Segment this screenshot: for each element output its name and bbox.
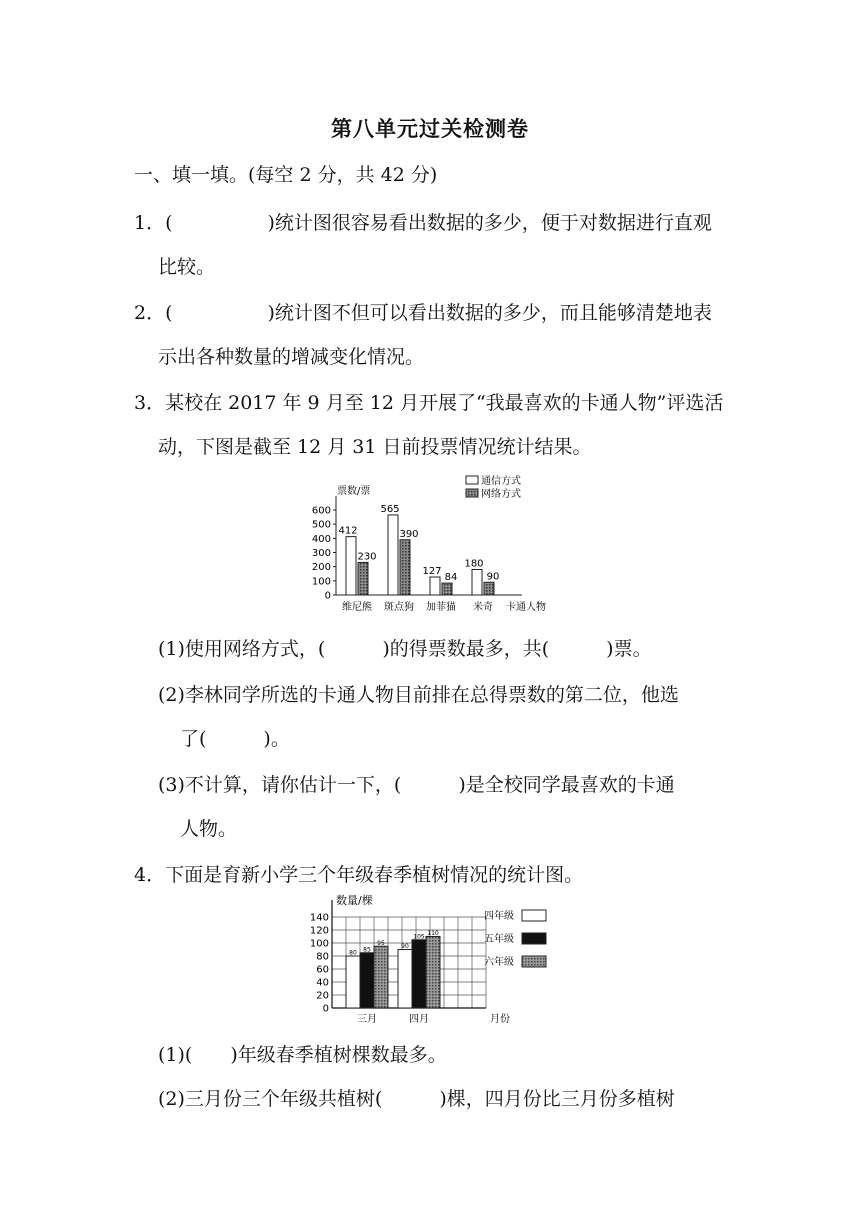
question-1-line-1: 1．( )统计图很容易看出数据的多少，便于对数据进行直观 [134,212,712,234]
x-tick-label: 米奇 [473,602,493,613]
legend-label: 六年级 [484,957,514,968]
question-3-sub-2-line-1: (2)李林同学所选的卡通人物目前排在总得票数的第二位，他选 [158,684,679,706]
data-label: 127 [422,566,442,578]
legend-label: 网络方式 [481,489,521,500]
bar [358,562,368,595]
y-axis-label: 数量/棵 [336,894,373,907]
y-tick-label: 0 [322,1003,329,1015]
bar [472,570,482,596]
y-tick-label: 0 [324,590,331,602]
legend-label: 五年级 [484,934,514,945]
legend-swatch [522,933,546,944]
x-axis-label: 月份 [490,1014,510,1025]
legend-swatch [466,489,478,497]
data-label: 90 [401,943,409,950]
question-4-sub-2: (2)三月份三个年级共植树( )棵，四月份比三月份多植树 [158,1088,675,1110]
legend-label: 通信方式 [481,476,521,487]
y-tick-label: 120 [309,925,329,937]
y-tick-label: 500 [311,519,331,531]
bar [388,515,398,595]
x-tick-label: 三月 [357,1014,377,1025]
data-label: 412 [338,525,358,537]
bar [346,537,356,595]
y-tick-label: 140 [309,912,329,924]
data-label: 95 [377,939,385,947]
legend-swatch [466,476,478,484]
bar [398,950,412,1009]
data-label: 85 [363,946,371,954]
question-3-line-1: 3．某校在 2017 年 9 月至 12 月开展了“我最喜欢的卡通人物”评选活 [134,392,724,414]
question-2-line-2: 示出各种数量的增减变化情况。 [158,346,425,368]
x-tick-label: 四月 [409,1014,429,1025]
data-label: 84 [444,572,458,584]
y-tick-label: 60 [316,964,329,976]
question-3-sub-2-line-2: 了( )。 [180,728,290,750]
bar [412,940,426,1008]
y-axis-label: 票数/票 [337,486,371,497]
data-label: 230 [357,551,377,563]
bar [346,956,360,1008]
question-4-sub-1: (1)( )年级春季植树棵数最多。 [158,1044,447,1066]
legend-swatch [522,956,546,967]
bar [484,582,494,595]
question-4-line-1: 4．下面是育新小学三个年级春季植树情况的统计图。 [134,864,584,886]
question-2-line-1: 2．( )统计图不但可以看出数据的多少，而且能够清楚地表 [134,302,712,324]
votes-bar-chart [300,470,560,620]
page-title: 第八单元过关检测卷 [331,117,529,141]
y-tick-label: 20 [316,990,329,1002]
data-label: 110 [427,930,439,937]
x-tick-label: 斑点狗 [384,602,414,613]
question-3-sub-3-line-2: 人物。 [180,818,238,840]
section-heading: 一、填一填。(每空 2 分，共 42 分) [134,164,438,186]
tree-planting-bar-chart [300,892,556,1028]
question-3-sub-3-line-1: (3)不计算，请你估计一下，( )是全校同学最喜欢的卡通 [158,774,675,796]
bar [400,540,410,595]
y-tick-label: 40 [316,977,329,989]
bar [442,583,452,595]
data-label: 80 [349,949,357,957]
y-tick-label: 100 [309,938,329,950]
bar [430,577,440,595]
question-3-line-2: 动，下图是截至 12 月 31 日前投票情况统计结果。 [158,436,592,458]
bar [426,937,440,1009]
y-tick-label: 80 [316,951,329,963]
y-tick-label: 600 [311,505,331,517]
question-3-sub-1: (1)使用网络方式，( )的得票数最多，共( )票。 [158,638,652,660]
x-tick-label: 维尼熊 [342,602,372,613]
data-label: 565 [380,503,400,515]
legend-label: 四年级 [484,911,514,922]
legend-swatch [522,910,546,921]
bar [360,953,374,1008]
x-axis-label: 卡通人物 [506,602,546,613]
y-tick-label: 200 [311,562,331,574]
data-label: 390 [399,528,419,540]
y-tick-label: 100 [311,576,331,588]
y-tick-label: 400 [311,533,331,545]
y-tick-label: 300 [311,548,331,559]
data-label: 180 [464,558,484,570]
x-tick-label: 加菲猫 [426,602,456,613]
data-label: 90 [486,571,500,583]
question-1-line-2: 比较。 [158,256,216,278]
bar [374,946,388,1008]
data-label: 105 [413,933,425,941]
